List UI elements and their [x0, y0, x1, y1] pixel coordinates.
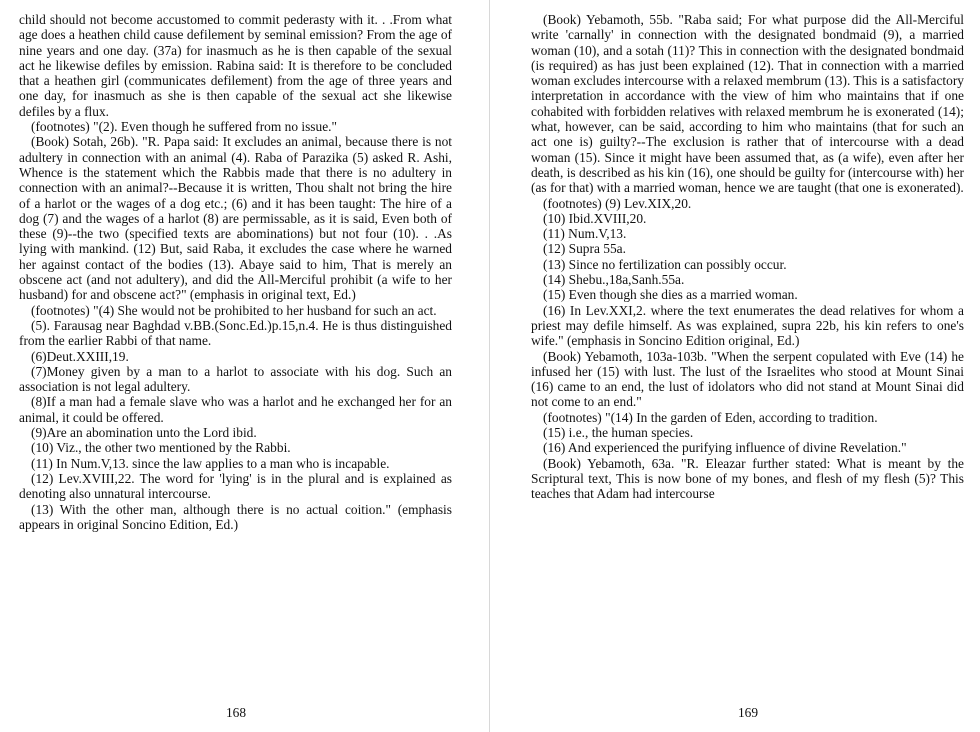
footnote: (footnotes) (9) Lev.XIX,20. — [543, 195, 692, 211]
footnote: (16) And experienced the purifying influence of divine Revelation." — [543, 440, 907, 456]
footnote: (9)Are an abomination unto the Lord ibid. — [31, 425, 257, 441]
footnote: (7)Money given by a man to a harlot to associate with his dog. Such an association is not legal adultery. — [19, 363, 452, 395]
page-number: 168 — [225, 705, 247, 720]
footnote: (11) Num.V,13. — [543, 226, 627, 242]
left-page-text — [19, 12, 452, 532]
footnote: (8)If a man had a female slave who was a harlot and he exchanged her for an animal, it could be offered. — [19, 394, 452, 425]
footnote: (5). Farausag near Baghdad v.BB.(Sonc.Ed.)p.15,n.4. He is thus distinguished from the earlier Rabbi of that name. — [19, 317, 452, 349]
footnote: (14) Shebu.,18a,Sanh.55a. — [543, 272, 685, 288]
footnote: (13) With the other man, although there is no actual coition." (emphasis appears in original Soncino Edition, Ed.) — [19, 501, 452, 532]
page-number: 169 — [737, 705, 759, 720]
footnote: (15) i.e., the human species. — [543, 425, 694, 441]
footnote: (12) Supra 55a. — [543, 241, 626, 257]
paragraph: (Book) Yebamoth, 55b. "Raba said; For what purpose did the All-Merciful write 'carnally' in connection with the designated bondmaid (9), a married woman (10), and a sotah (11)? This in connection with the designated bondmaid (is required) as has just been explained (12). That in connection with a married woman excludes intercourse with a relaxed membrum (13). This is a satisfactory interpretation in accordance with the view of him who maintains that if one cohabited with forbidden relatives with relaxed membrum he is exonerated (14); what, however, can be said, according to him who maintains (that for such an act one is) guilty?--The exclusion is rather that of intercourse with a dead woman (15). Since it might have been assumed that, as (a wife), even after her death, is described as his kin (16), one should be guilty for (intercourse with) her (as for that) with a married woman, hence we are taught (that one is exonerated). — [531, 12, 964, 196]
paragraph: (Book) Yebamoth, 63a. "R. Eleazar further stated: What is meant by the Scriptural text, This is now bone of my bones, and flesh of my flesh (5)? This teaches that Adam had intercourse — [531, 455, 964, 502]
paragraph: (Book) Yebamoth, 103a-103b. "When the serpent copulated with Eve (14) he infused her (15) with lust. The lust of the Israelites who stood at Mount Sinai (16) came to an end, the lust of idolators who did not stand at Mount Sinai did not come to an end." — [531, 348, 964, 410]
right-page — [490, 0, 980, 732]
footnote: (16) In Lev.XXI,2. where the text enumerates the dead relatives for whom a priest may defile himself. As was explained, supra 22b, his kin refers to one's wife." (emphasis in Soncino Edition original, Ed.) — [531, 302, 964, 349]
footnote: (12) Lev.XVIII,22. The word for 'lying' is in the plural and is explained as denoting also unnatural intercourse. — [19, 470, 452, 502]
right-page-text — [531, 12, 964, 502]
footnote: (6)Deut.XXIII,19. — [31, 348, 129, 364]
footnote: (footnotes) "(4) She would not be prohibited to her husband for such an act. — [31, 302, 437, 318]
paragraph: child should not become accustomed to commit pederasty with it. . .From what age does a heathen child cause defilement by seminal emission? From the age of nine years and one day. (37a) for inasmuch as he is then capable of the sexual act he likewise defiles by emission. Rabina said: It is therefore to be concluded that a heathen girl (communicates defilement) from the age of three years and one day, for inasmuch as she is then capable of the sexual act she likewise defiles by a flux. — [19, 12, 452, 119]
paragraph: (Book) Sotah, 26b). "R. Papa said: It excludes an animal, because there is not adultery in connection with an animal (4). Raba of Parazika (5) asked R. Ashi, Whence is the statement which the Rabbis made that there is no adultery in connection with an animal?--Because it is written, Thou shalt not bring the hire of a harlot or the wages of a dog etc.; (6) and it has been taught: The hire of a dog (7) and the wages of a harlot (8) are permissable, as it is said, Even both of these (9)--the two (specified texts are abominations) but not four (10). . .As lying with mankind. (12) But, said Raba, it excludes the case where he warned her against contact of the bodies (13). Abaye said to him, That is merely an obscene act (and not adultery), and did the All-Merciful prohibit (a wife to her husband) for and obscene act?" (emphasis in original text, Ed.) — [19, 134, 452, 303]
footnote: (footnotes) "(14) In the garden of Eden, according to tradition. — [543, 409, 878, 425]
footnote: (11) In Num.V,13. since the law applies to a man who is incapable. — [31, 455, 390, 471]
footnote: (15) Even though she dies as a married woman. — [543, 287, 798, 303]
footnote: (10) Ibid.XVIII,20. — [543, 210, 647, 226]
footnote: (10) Viz., the other two mentioned by the Rabbi. — [31, 440, 291, 456]
footnote: (13) Since no fertilization can possibly occur. — [543, 256, 787, 272]
footnote: (footnotes) "(2). Even though he suffered from no issue." — [31, 119, 337, 135]
